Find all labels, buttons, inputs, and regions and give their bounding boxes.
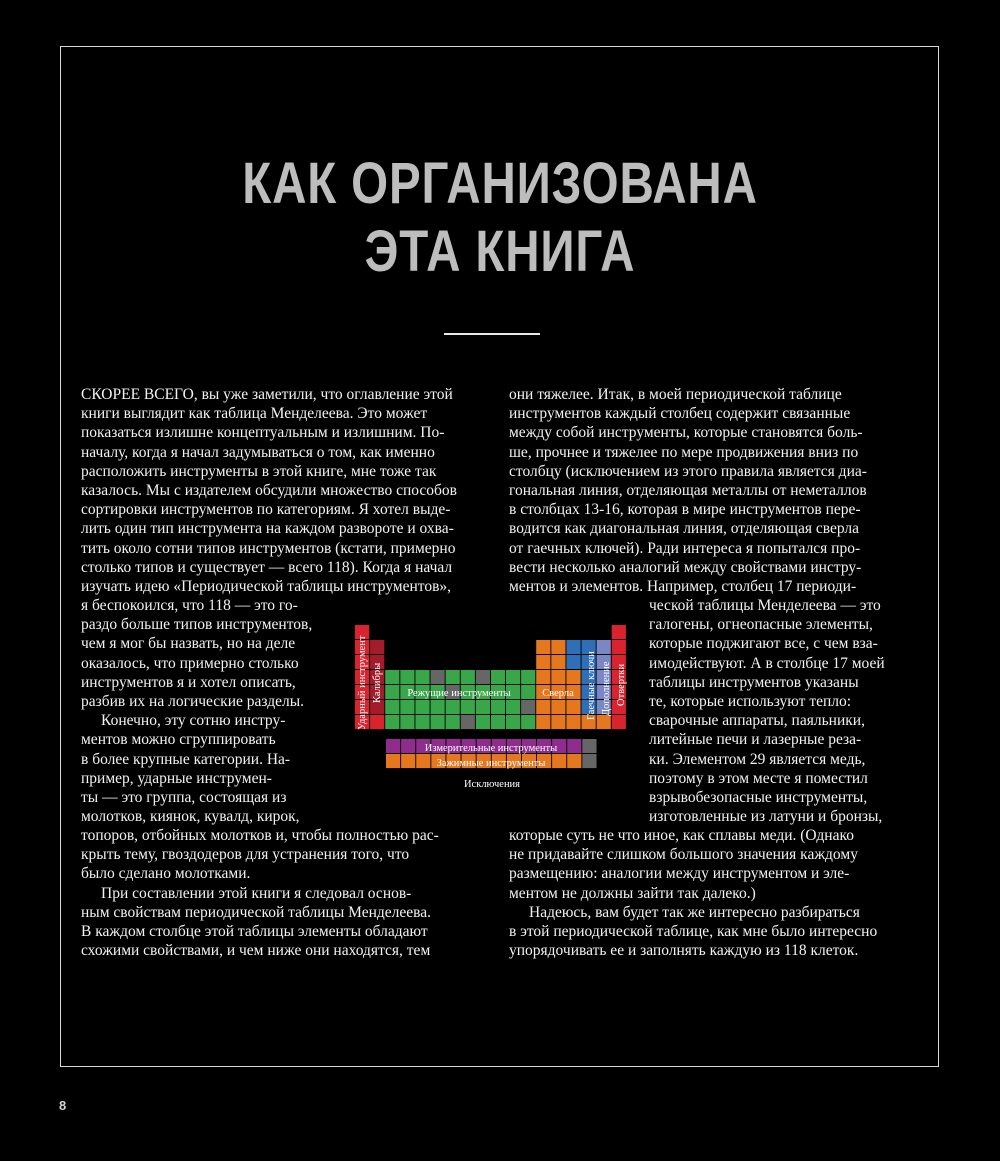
text-line: ным свойствам периодической таблицы Менделеева. bbox=[81, 903, 432, 921]
text-line: изучать идею «Периодической таблицы инструментов», bbox=[81, 578, 452, 596]
table-cell bbox=[400, 700, 414, 714]
table-cell bbox=[612, 640, 626, 654]
right-column-narrow bbox=[649, 596, 885, 826]
table-cell bbox=[566, 670, 580, 684]
text-line: взрывобезопасные инструменты, bbox=[649, 789, 868, 807]
text-line: столбцу (исключением из этого правила является диа- bbox=[509, 462, 867, 480]
text-line: пример, ударные инструмен- bbox=[81, 769, 272, 787]
text-line: крыть тему, гвоздодеров для устранения того, что bbox=[81, 846, 410, 864]
text-line: сварочные аппараты, паяльники, bbox=[649, 712, 865, 730]
text-line: литейные печи и лазерные реза- bbox=[649, 731, 862, 749]
text-line: раздо больше типов инструментов, bbox=[81, 616, 313, 634]
table-cell bbox=[431, 700, 445, 714]
table-cell bbox=[566, 715, 580, 729]
table-cell bbox=[415, 715, 429, 729]
text-line: схожими свойствами, и чем ниже они находятся, тем bbox=[81, 942, 431, 960]
table-cell bbox=[386, 739, 400, 753]
text-line: в этой периодической таблице, как мне было интересно bbox=[509, 923, 878, 941]
text-line: ческой таблицы Менделеева — это bbox=[649, 597, 881, 614]
text-line: оказалось, что примерно столько bbox=[81, 654, 299, 672]
text-line: сортировки инструментов по категориям. Я хотел выде- bbox=[81, 501, 451, 519]
text-line: началу, когда я начал задумываться о том, как именно bbox=[81, 443, 435, 461]
text-line: книги выглядит как таблица Менделеева. Это может bbox=[81, 405, 428, 423]
text-line: между собой инструменты, которые становятся боль- bbox=[509, 424, 863, 442]
table-cell bbox=[552, 754, 566, 768]
table-cell bbox=[491, 700, 505, 714]
table-cell bbox=[582, 754, 596, 768]
table-cell bbox=[431, 670, 445, 684]
page-number: 8 bbox=[59, 1098, 67, 1113]
text-line: Надеюсь, вам будет так же интересно разбираться bbox=[529, 903, 860, 921]
table-cell bbox=[551, 640, 565, 654]
table-cell bbox=[536, 640, 550, 654]
table-cell bbox=[551, 655, 565, 669]
title-line-2: ЭТА КНИГА bbox=[364, 219, 636, 284]
table-cell bbox=[461, 670, 475, 684]
table-cell bbox=[506, 715, 520, 729]
text-line: инструментов я и хотел описать, bbox=[81, 673, 296, 691]
text-line: инструментов каждый столбец содержит связанные bbox=[509, 405, 851, 423]
text-line: размещению: аналогии между инструментом и эле- bbox=[509, 865, 850, 883]
table-cell bbox=[521, 700, 535, 714]
text-line: поэтому в этом месте я поместил bbox=[649, 769, 868, 787]
text-line: чем я мог бы назвать, но на деле bbox=[81, 635, 296, 653]
label-cutting: Режущие инструменты bbox=[407, 688, 511, 699]
text-line: казалось. Мы с издателем обсудили множество способов bbox=[81, 482, 457, 500]
right-column-bottom bbox=[509, 826, 877, 960]
text-line: ты — это группа, состоящая из bbox=[81, 789, 287, 807]
title-line-1: КАК ОРГАНИЗОВАНА bbox=[242, 151, 758, 216]
table-cell bbox=[416, 754, 430, 768]
table-cell bbox=[612, 625, 626, 639]
text-line: топоров, отбойных молотков и, чтобы полностью рас- bbox=[81, 827, 439, 844]
text-line: галогены, огнеопасные элементы, bbox=[649, 616, 873, 634]
text-line: изготовленные из латуни и бронзы, bbox=[649, 808, 883, 826]
table-cell bbox=[551, 670, 565, 684]
table-cell bbox=[506, 700, 520, 714]
label-additions: Дополнение bbox=[601, 661, 612, 716]
table-cell bbox=[446, 700, 460, 714]
table-cell bbox=[461, 715, 475, 729]
table-cell bbox=[446, 715, 460, 729]
table-cell bbox=[385, 670, 399, 684]
table-cell bbox=[385, 685, 399, 699]
table-cell bbox=[476, 700, 490, 714]
table-cell bbox=[566, 655, 580, 669]
table-cell bbox=[461, 700, 475, 714]
text-line: я беспокоился, что 118 — это го- bbox=[81, 597, 298, 614]
table-cell bbox=[370, 715, 384, 729]
text-line: разбив их на логические разделы. bbox=[81, 693, 305, 711]
text-line: в более крупные категории. На- bbox=[81, 750, 291, 768]
table-cell bbox=[431, 715, 445, 729]
table-cell bbox=[567, 739, 581, 753]
text-line: не придавайте слишком большого значения каждому bbox=[509, 846, 858, 864]
label-calipers: Калибры bbox=[372, 662, 383, 703]
left-column-narrow bbox=[81, 596, 312, 826]
text-line: При составлении этой книги я следовал основ- bbox=[101, 884, 412, 902]
text-line: упорядочивать ее и заполнять каждую из 118 клеток. bbox=[509, 942, 859, 960]
text-line: ментов и элементов. Например, столбец 17 периоди- bbox=[509, 578, 857, 596]
text-line: показаться излишне концептуальным и излишним. По- bbox=[81, 424, 445, 442]
table-cell bbox=[536, 700, 550, 714]
table-cell bbox=[521, 685, 535, 699]
table-cell bbox=[476, 670, 490, 684]
table-cell bbox=[385, 700, 399, 714]
table-cell bbox=[566, 640, 580, 654]
table-cell bbox=[386, 754, 400, 768]
text-line: Конечно, эту сотню инстру- bbox=[101, 712, 286, 730]
table-cell bbox=[476, 715, 490, 729]
periodic-table-figure bbox=[354, 622, 640, 796]
label-screwdrivers: Отвертки bbox=[616, 663, 627, 706]
text-line: ки. Элементом 29 является медь, bbox=[649, 750, 866, 768]
left-column-bottom bbox=[81, 826, 439, 960]
table-cell bbox=[415, 670, 429, 684]
table-cell bbox=[612, 715, 626, 729]
text-line: гональная линия, отделяющая металлы от неметаллов bbox=[509, 482, 867, 500]
text-line: расположить инструменты в этой книге, мне тоже так bbox=[81, 462, 437, 480]
label-exceptions: Исключения bbox=[463, 779, 521, 790]
table-cell bbox=[521, 670, 535, 684]
table-cell bbox=[370, 640, 384, 654]
table-cell bbox=[551, 700, 565, 714]
text-line: имодействуют. А в столбце 17 моей bbox=[649, 654, 885, 672]
text-line: тить около сотни типов инструментов (кстати, примерно bbox=[81, 539, 456, 557]
text-line: водится как диагональная линия, отделяющая сверла bbox=[509, 520, 859, 538]
text-line: таблицы инструментов указаны bbox=[649, 673, 859, 691]
table-cell bbox=[536, 655, 550, 669]
text-line: которые поджигают все, с чем вза- bbox=[649, 635, 878, 653]
text-line: те, которые используют тепло: bbox=[649, 693, 852, 711]
table-cell bbox=[400, 715, 414, 729]
title-divider bbox=[444, 333, 540, 335]
table-cell bbox=[582, 739, 596, 753]
table-cell bbox=[401, 739, 415, 753]
table-cell bbox=[506, 670, 520, 684]
table-cell bbox=[491, 715, 505, 729]
label-percussion: Ударный инструмент bbox=[357, 635, 368, 730]
table-cell bbox=[446, 670, 460, 684]
label-drills: Сверла bbox=[542, 688, 574, 699]
table-cell bbox=[536, 715, 550, 729]
label-clamping: Зажимные инструменты bbox=[436, 758, 546, 769]
table-cell bbox=[415, 700, 429, 714]
text-line: СКОРЕЕ ВСЕГО, вы уже заметили, что оглавление этой bbox=[81, 386, 453, 403]
page-title bbox=[90, 150, 910, 286]
table-cell bbox=[385, 715, 399, 729]
label-wrenches: Гаечные ключи bbox=[586, 651, 597, 720]
left-column-top bbox=[81, 385, 457, 596]
text-line: молотков, киянок, кувалд, кирок, bbox=[81, 808, 300, 826]
table-cell bbox=[597, 715, 611, 729]
table-cell bbox=[401, 754, 415, 768]
text-line: ментов можно сгруппировать bbox=[81, 731, 276, 749]
text-line: ше, прочнее и тяжелее по мере продвижения вниз по bbox=[509, 443, 859, 461]
text-line: в столбцах 13-16, которая в мире инструментов пере- bbox=[509, 501, 861, 519]
text-line: лить один тип инструмента на каждом развороте и охва- bbox=[81, 520, 454, 538]
label-measuring: Измерительные инструменты bbox=[424, 743, 558, 754]
table-cell bbox=[521, 715, 535, 729]
table-cell bbox=[597, 640, 611, 654]
text-line: от гаечных ключей). Ради интереса я попытался про- bbox=[509, 539, 861, 557]
table-cell bbox=[400, 670, 414, 684]
table-cell bbox=[567, 754, 581, 768]
table-cell bbox=[491, 670, 505, 684]
text-line: вести несколько аналогий между свойствами инстру- bbox=[509, 558, 862, 576]
text-line: они тяжелее. Итак, в моей периодической таблице bbox=[509, 386, 842, 403]
text-line: ментом не должны зайти так далеко.) bbox=[509, 884, 756, 902]
table-cell bbox=[566, 700, 580, 714]
text-line: которые суть не что иное, как сплавы меди. (Однако bbox=[509, 827, 854, 844]
table-cell bbox=[536, 670, 550, 684]
text-line: столько типов и существует — всего 118). Когда я начал bbox=[81, 558, 453, 576]
table-cell bbox=[551, 715, 565, 729]
right-column-top bbox=[509, 385, 867, 596]
text-line: В каждом столбце этой таблицы элементы обладают bbox=[81, 923, 428, 941]
text-line: было сделано молотками. bbox=[81, 865, 251, 883]
